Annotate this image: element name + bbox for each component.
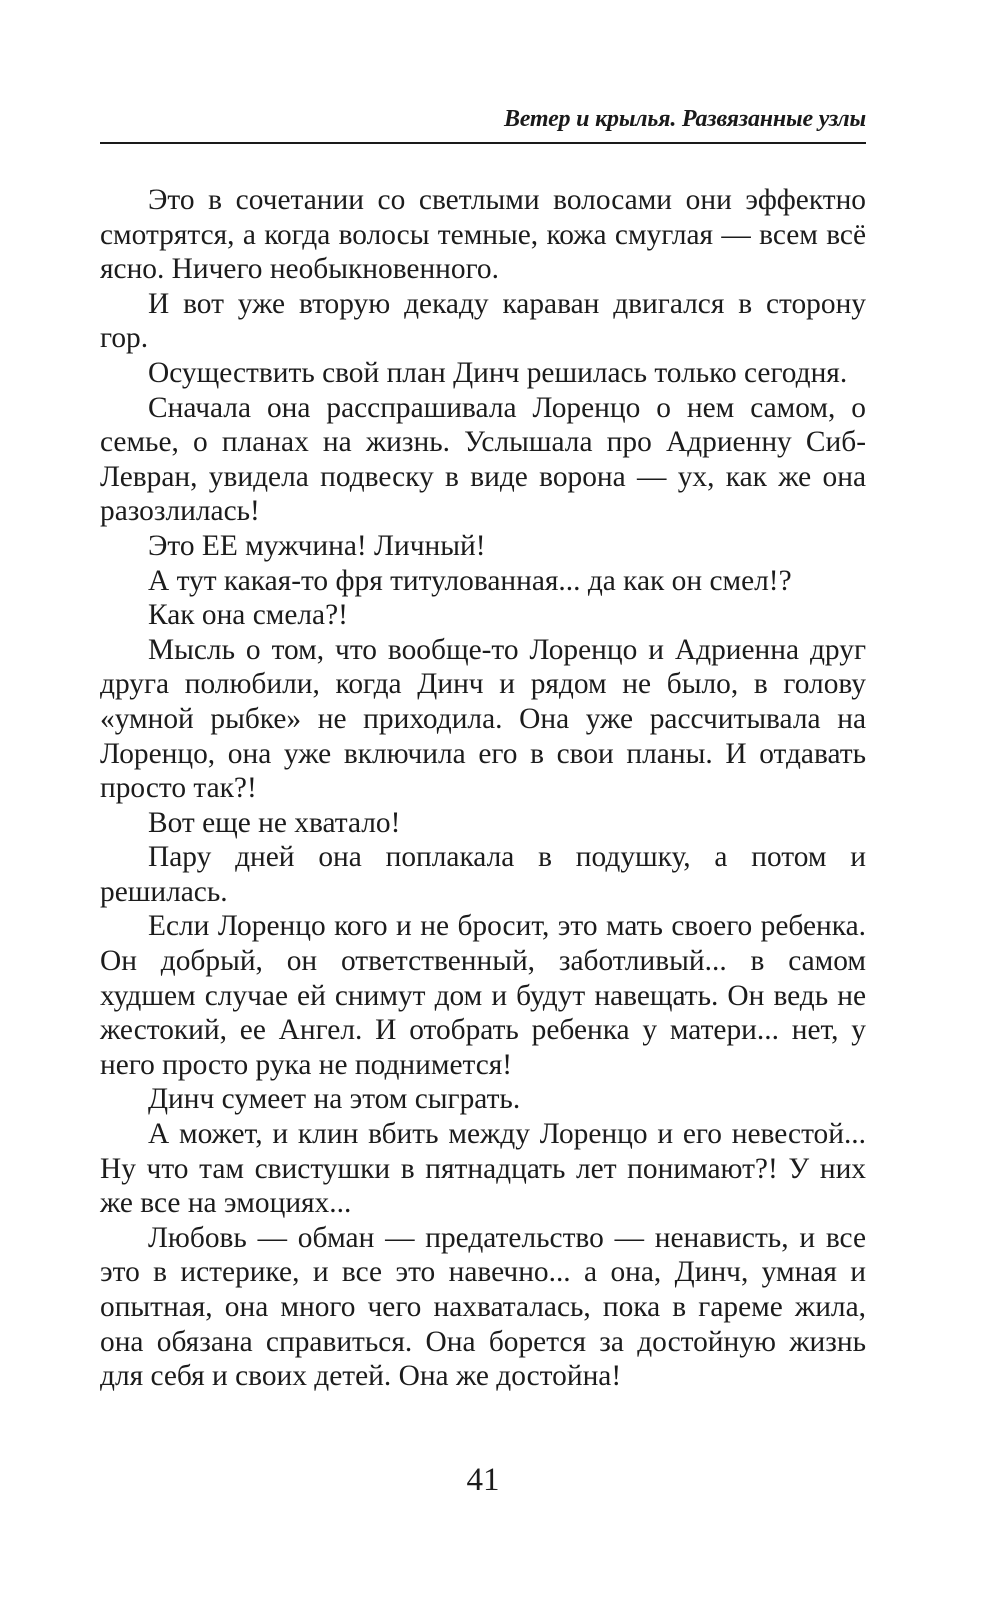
paragraph: Если Лоренцо кого и не бросит, это мать своего ребенка. Он добрый, он ответственный, заботливый... в самом худшем случае ей снимут дом и будут навещать. Он ведь не жестокий, ее Ангел. И отобрать ребенка у матери... нет, у него просто рука не поднимется! (100, 910, 866, 1081)
paragraph: А тут какая-то фря титулованная... да как он смел!? (148, 564, 792, 597)
paragraph: Вот еще не хватало! (148, 806, 401, 839)
paragraph: А может, и клин вбить между Лоренцо и его невестой... Ну что там свистушки в пятнадцать лет понимают?! У них же все на эмоциях... (100, 1118, 866, 1220)
paragraph: Динч сумеет на этом сыграть. (148, 1083, 521, 1116)
paragraph: Мысль о том, что вообще-то Лоренцо и Адриенна друг друга полюбили, когда Динч и рядом не было, в голову «умной рыбке» не приходила. Она уже рассчитывала на Лоренцо, она уже включила его в свои планы. И отдавать просто так?! (100, 633, 866, 805)
body-text (100, 183, 866, 1394)
paragraph: Сначала она расспрашивала Лоренцо о нем самом, о семье, о планах на жизнь. Услышала про Адриенну Сиб-Левран, увидела подвеску в виде ворона — ух, как же она разозлилась! (100, 391, 866, 528)
page-number: 41 (466, 1462, 500, 1498)
paragraph: И вот уже вторую декаду караван двигался в сторону гор. (100, 287, 866, 355)
paragraph: Это ЕЕ мужчина! Личный! (148, 529, 486, 562)
paragraph: Любовь — обман — предательство — ненависть, и все это в истерике, и все это навечно... а она, Динч, умная и опытная, она много чего нахваталась, пока в гареме жила, она обязана справиться. Она борется за достойную жизнь для себя и своих детей. Она же достойна! (100, 1221, 866, 1393)
paragraph: Это в сочетании со светлыми волосами они эффектно смотрятся, а когда волосы темные, кожа смуглая — всем всё ясно. Ничего необыкновенного. (100, 184, 866, 286)
paragraph: Как она смела?! (148, 599, 348, 632)
header-rule (100, 142, 866, 144)
running-header: Ветер и крылья. Развязанные узлы (503, 106, 866, 132)
paragraph: Пару дней она поплакала в подушку, а потом и решилась. (100, 841, 866, 908)
paragraph: Осуществить свой план Динч решилась только сегодня. (148, 356, 848, 389)
